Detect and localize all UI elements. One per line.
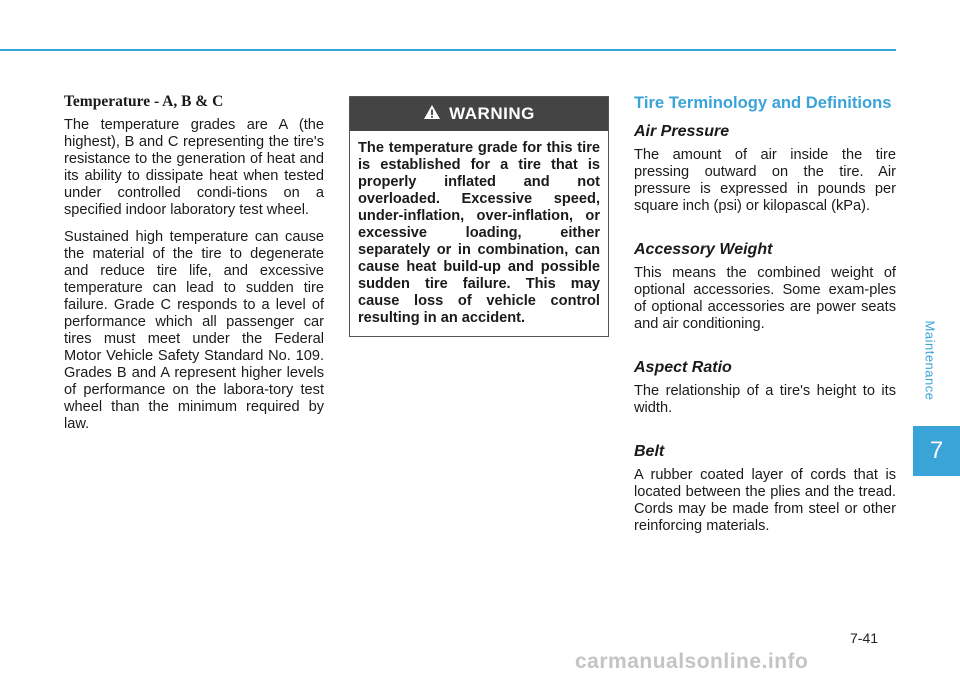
section-title: Tire Terminology and Definitions [634,93,892,112]
right-column [634,94,896,561]
definition-accessory-weight: This means the combined weight of optional accessories. Some exam-ples of optional accessories are power seats and air conditioning. [634,265,896,332]
temperature-heading: Temperature - A, B & C [64,93,224,110]
definition-belt: A rubber coated layer of cords that is located between the plies and the tread. Cords may be made from steel or other reinforcing materials. [634,467,896,534]
definition-air-pressure: The amount of air inside the tire pressing outward on the tire. Air pressure is expressed in pounds per square inch (psi) or kilopascal (kPa). [634,147,896,214]
watermark: carmanualsonline.info [575,650,809,673]
term-belt: Belt [634,443,665,460]
top-rule [0,49,896,51]
term-air-pressure: Air Pressure [634,123,730,140]
temperature-paragraph-2: Sustained high temperature can cause the material of the tire to degenerate and reduce tire life, and excessive temperature can lead to sudden tire failure. Grade C responds to a level of performance which all passenger car tires must meet under the Federal Motor Vehicle Safety Standard No. 109. Grades B and A represent higher levels of performance on the labora-tory test wheel than the minimum required by law. [64,229,324,432]
temperature-paragraph-1: The temperature grades are A (the highest), B and C representing the tire's resistance to the generation of heat and its ability to dissipate heat when tested under controlled condi-tions on a specified indoor laboratory test wheel. [64,117,324,218]
warning-text: The temperature grade for this tire is established for a tire that is properly inflated and not overloaded. Excessive speed, under-inflation, over-inflation, or excessive loading, either separately or in combination, can cause heat build-up and possible sudden tire failure. This may cause loss of vehicle control resulting in an accident. [358,140,600,326]
sidebar-label-text: Maintenance [922,320,938,400]
warning-label: WARNING [449,104,535,123]
definition-aspect-ratio: The relationship of a tire's height to its width. [634,383,896,416]
chapter-tab [913,426,960,476]
warning-header [350,97,608,131]
left-column [64,93,324,443]
sidebar-section-label [918,290,942,430]
warning-triangle-icon [423,104,441,125]
page-number: 7-41 [850,630,879,646]
term-aspect-ratio: Aspect Ratio [634,359,732,376]
chapter-number: 7 [929,437,944,464]
warning-box [349,96,609,337]
term-accessory-weight: Accessory Weight [634,241,773,258]
